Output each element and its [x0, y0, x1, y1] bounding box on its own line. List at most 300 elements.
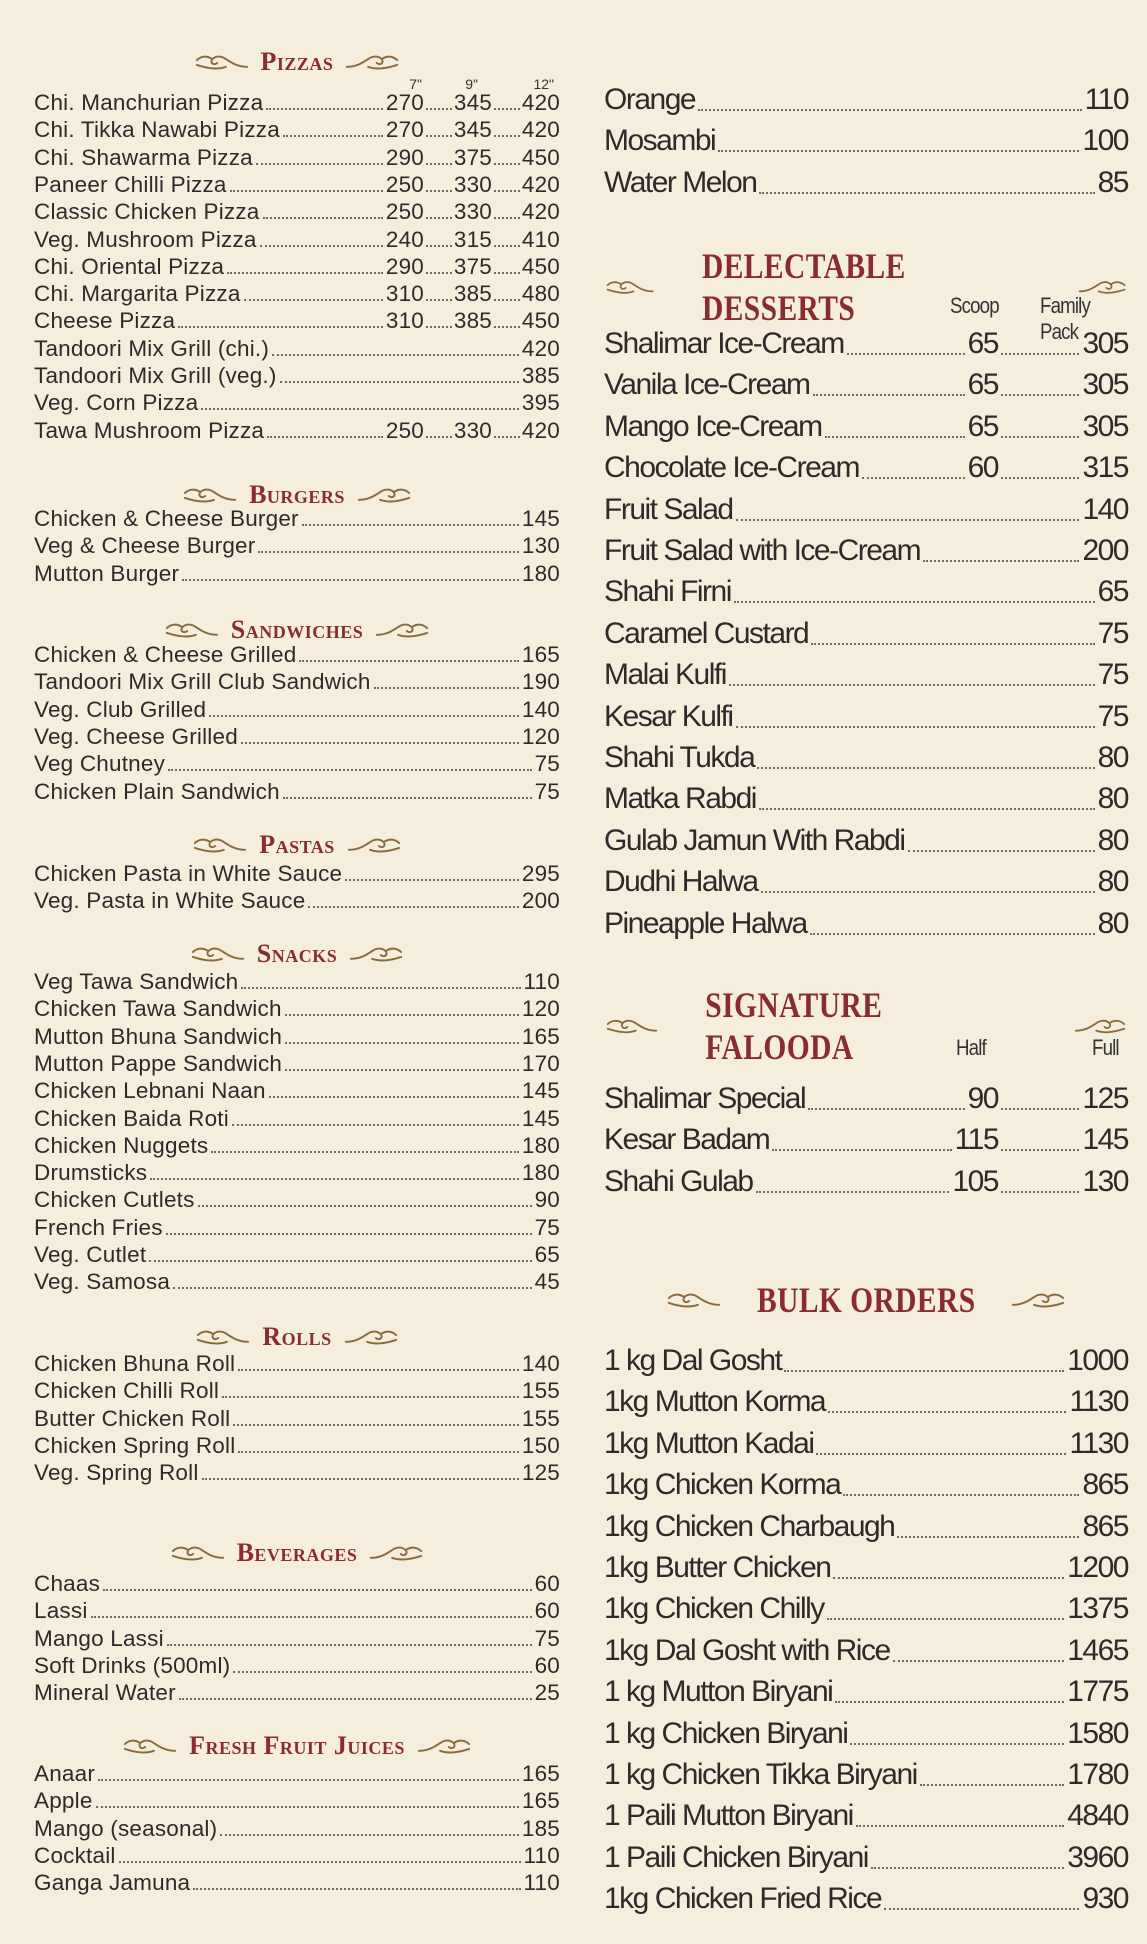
item-name: Veg. Mushroom Pizza: [34, 226, 257, 252]
menu-item: [34, 1570, 560, 1597]
price-7in: 310: [385, 281, 424, 307]
menu-item: [604, 776, 1128, 816]
item-price: 170: [521, 1050, 560, 1076]
item-name: Classic Chicken Pizza: [34, 199, 260, 225]
desserts-col1-label: Scoop: [950, 293, 999, 318]
dot-leader: [308, 906, 518, 908]
item-price: 75: [534, 751, 560, 777]
dot-leader: [828, 1411, 1066, 1413]
beverages-heading: [34, 1538, 560, 1568]
menu-item: [604, 160, 1128, 200]
item-name: Pineapple Halwa: [604, 906, 807, 940]
dot-leader: [897, 1536, 1079, 1538]
item-price: 60: [534, 1652, 560, 1678]
menu-item: [34, 505, 560, 532]
dot-leader: [494, 190, 520, 192]
menu-item: [604, 694, 1128, 734]
dot-leader: [280, 381, 519, 383]
price-col2: 130: [1082, 1164, 1128, 1198]
price-col2: 80: [1097, 906, 1128, 940]
menu-item: [34, 89, 560, 116]
ornament-left-icon: [194, 1326, 252, 1348]
item-name: 1kg Chicken Chilly: [604, 1592, 824, 1626]
item-name: Cheese Pizza: [34, 308, 176, 334]
item-price: 145: [521, 1078, 560, 1104]
dot-leader: [269, 1096, 519, 1098]
dot-leader: [166, 1233, 532, 1235]
menu-item: [604, 118, 1128, 158]
item-name: Chicken & Cheese Grilled: [34, 642, 297, 667]
dot-leader: [426, 190, 452, 192]
price-7in: 250: [385, 171, 424, 197]
menu-item: [604, 818, 1128, 858]
ornament-left-icon: [181, 484, 239, 506]
item-price: 165: [521, 1788, 560, 1814]
item-price: 185: [521, 1815, 560, 1841]
pizza-size-label: 9": [465, 76, 478, 92]
item-name: 1 kg Dal Gosht: [604, 1344, 782, 1377]
menu-item: [34, 668, 560, 695]
menu-item: [604, 1076, 1128, 1116]
dot-leader: [871, 1867, 1064, 1869]
menu-item: [34, 335, 560, 362]
dot-leader: [850, 1743, 1064, 1745]
menu-item: [34, 198, 560, 225]
dot-leader: [810, 933, 1095, 935]
item-name: Butter Chicken Roll: [34, 1405, 231, 1431]
dot-leader: [426, 326, 452, 328]
bulk-heading-title: BULK ORDERS: [756, 1280, 976, 1320]
menu-item: [604, 901, 1128, 941]
falooda-col2-label: Full: [1092, 1035, 1119, 1060]
price-9in: 330: [453, 199, 492, 225]
dot-leader: [283, 135, 383, 137]
price-7in: 270: [385, 117, 424, 143]
price-12in: 480: [521, 281, 560, 307]
dot-leader: [96, 1806, 519, 1808]
menu-item: [604, 487, 1128, 527]
dot-leader: [494, 108, 520, 110]
ornament-right-icon: [415, 1735, 473, 1757]
item-price: 1375: [1067, 1592, 1128, 1626]
price-col2: 315: [1082, 451, 1128, 485]
menu-item: [604, 569, 1128, 609]
menu-item: [34, 307, 560, 334]
price-col1: 65: [967, 327, 998, 360]
dot-leader: [285, 1069, 519, 1071]
dot-leader: [843, 1494, 1079, 1496]
ornament-right-icon: [347, 943, 405, 965]
price-9in: 330: [453, 171, 492, 197]
pizza-size-label: 7": [409, 76, 422, 92]
dot-leader: [494, 163, 520, 165]
menu-item: [604, 528, 1128, 568]
menu-item: [604, 1117, 1128, 1157]
dot-leader: [494, 135, 520, 137]
snacks-heading-title: Snacks: [256, 939, 338, 968]
item-name: Apple: [34, 1788, 93, 1814]
dot-leader: [209, 715, 519, 717]
price-12in: 450: [521, 253, 560, 279]
ornament-left-icon: [169, 1542, 227, 1564]
dot-leader: [494, 217, 520, 219]
price-col2: 65: [1097, 575, 1128, 609]
ornament-right-icon: [1072, 1015, 1128, 1037]
item-name: 1 kg Chicken Biryani: [604, 1716, 848, 1750]
menu-item: [604, 1628, 1128, 1668]
item-name: Veg. Spring Roll: [34, 1460, 199, 1486]
item-price: 90: [534, 1187, 560, 1213]
dot-leader: [736, 726, 1095, 728]
menu-item: [604, 1793, 1128, 1833]
menu-item: [34, 1432, 560, 1459]
item-price: 1465: [1067, 1633, 1128, 1667]
price-col2: 305: [1082, 409, 1128, 443]
dot-leader: [772, 1149, 951, 1151]
item-name: Vanila Ice-Cream: [604, 368, 810, 402]
item-name: Drumsticks: [34, 1160, 148, 1186]
item-name: Mango (seasonal): [34, 1815, 218, 1841]
dot-leader: [193, 1888, 520, 1890]
price-7in: 290: [385, 144, 424, 170]
dot-leader: [345, 879, 519, 881]
item-price: 145: [521, 506, 560, 531]
price-7in: 290: [385, 253, 424, 279]
menu-item: [604, 652, 1128, 692]
juices-heading-title: Fresh Fruit Juices: [189, 1731, 405, 1760]
item-price: 45: [534, 1269, 560, 1295]
falooda-col1-label: Half: [956, 1035, 986, 1060]
dot-leader: [426, 299, 452, 301]
dot-leader: [1001, 1191, 1079, 1193]
menu-item: [34, 362, 560, 389]
dot-leader: [238, 1451, 518, 1453]
item-name: Tandoori Mix Grill (chi.): [34, 335, 270, 361]
menu-item: [34, 417, 560, 444]
item-name: Dudhi Halwa: [604, 865, 758, 899]
menu-item: [34, 1815, 560, 1842]
item-price: 1000: [1067, 1344, 1128, 1377]
item-name: Kesar Badam: [604, 1123, 770, 1157]
item-name: Chi. Manchurian Pizza: [34, 90, 264, 115]
dot-leader: [426, 163, 452, 165]
dot-leader: [833, 1577, 1064, 1579]
menu-item: [604, 1504, 1128, 1544]
dot-leader: [1001, 394, 1079, 396]
dot-leader: [374, 687, 519, 689]
dot-leader: [211, 1151, 519, 1153]
price-12in: 420: [521, 117, 560, 143]
item-price: 75: [534, 778, 560, 804]
menu-item: [34, 1760, 560, 1787]
item-name: Kesar Kulfi: [604, 699, 733, 733]
dot-leader: [119, 1861, 521, 1863]
item-name: Veg. Corn Pizza: [34, 390, 199, 416]
item-name: Veg. Cheese Grilled: [34, 723, 238, 749]
rolls-heading-title: Rolls: [262, 1322, 332, 1351]
price-col2: 145: [1082, 1123, 1128, 1157]
item-name: Fruit Salad with Ice-Cream: [604, 534, 921, 567]
price-col1: 65: [967, 409, 998, 443]
item-price: 865: [1082, 1468, 1128, 1502]
price-12in: 450: [521, 308, 560, 334]
item-name: Fruit Salad: [604, 492, 733, 526]
dot-leader: [302, 524, 519, 526]
ornament-left-icon: [163, 619, 221, 641]
dot-leader: [244, 299, 383, 301]
item-name: Chicken Pasta in White Sauce: [34, 861, 343, 886]
dot-leader: [1001, 477, 1079, 479]
price-12in: 395: [521, 390, 560, 416]
dot-leader: [808, 1108, 965, 1110]
dot-leader: [178, 326, 383, 328]
ornament-right-icon: [345, 834, 403, 856]
ornament-right-icon: [355, 484, 413, 506]
item-price: 130: [521, 533, 560, 559]
menu-item: [34, 750, 560, 777]
dot-leader: [494, 436, 520, 438]
dot-leader: [263, 217, 383, 219]
dot-leader: [856, 1825, 1064, 1827]
item-price: 4840: [1067, 1799, 1128, 1833]
price-col2: 80: [1097, 823, 1128, 857]
dot-leader: [835, 1701, 1064, 1703]
dot-leader: [729, 684, 1095, 686]
dot-leader: [494, 272, 520, 274]
item-price: 200: [521, 888, 560, 914]
price-9in: 345: [453, 117, 492, 143]
item-name: Matka Rabdi: [604, 782, 756, 816]
menu-item: [604, 1421, 1128, 1461]
menu-item: [604, 1835, 1128, 1875]
item-price: 155: [521, 1378, 560, 1404]
menu-item: [604, 362, 1128, 402]
ornament-left-icon: [191, 834, 249, 856]
menu-item: [34, 1842, 560, 1869]
dot-leader: [283, 797, 532, 799]
item-name: 1kg Chicken Charbaugh: [604, 1509, 895, 1543]
item-name: 1 kg Chicken Tikka Biryani: [604, 1758, 917, 1791]
item-name: Shalimar Ice-Cream: [604, 327, 844, 360]
ornament-left-icon: [121, 1735, 179, 1757]
price-12in: 450: [521, 144, 560, 170]
item-price: 100: [1082, 124, 1128, 158]
menu-item: [34, 1405, 560, 1432]
menu-item: [604, 77, 1128, 117]
item-name: Chi. Shawarma Pizza: [34, 144, 253, 170]
price-7in: 270: [385, 90, 424, 115]
item-price: 295: [521, 861, 560, 886]
item-price: 180: [521, 560, 560, 586]
item-price: 60: [534, 1571, 560, 1596]
menu-item: [34, 641, 560, 668]
dot-leader: [198, 1205, 532, 1207]
price-9in: 345: [453, 90, 492, 115]
item-name: 1kg Dal Gosht with Rice: [604, 1633, 890, 1667]
menu-item: [34, 1214, 560, 1241]
dot-leader: [149, 1260, 531, 1262]
menu-item: [34, 116, 560, 143]
item-name: Mutton Pappe Sandwich: [34, 1050, 283, 1076]
menu-item: [604, 1159, 1128, 1199]
dot-leader: [1001, 353, 1079, 355]
item-name: Mango Lassi: [34, 1625, 164, 1651]
dot-leader: [494, 326, 520, 328]
menu-item: [34, 1023, 560, 1050]
item-name: Mutton Burger: [34, 560, 180, 586]
item-name: Veg. Samosa: [34, 1269, 171, 1295]
pizzas-heading-title: Pizzas: [260, 47, 334, 76]
dot-leader: [811, 643, 1094, 645]
dot-leader: [494, 245, 520, 247]
beverages-heading-title: Beverages: [236, 1538, 358, 1567]
menu-item: [604, 611, 1128, 651]
item-name: 1kg Mutton Kadai: [604, 1426, 814, 1460]
item-name: Chicken Chilli Roll: [34, 1378, 220, 1404]
ornament-left-icon: [665, 1289, 723, 1311]
dot-leader: [173, 1287, 532, 1289]
price-9in: 385: [453, 308, 492, 334]
price-col1: 115: [954, 1123, 998, 1157]
item-name: Ganga Jamuna: [34, 1870, 191, 1896]
desserts-col2-label: Family Pack: [1040, 293, 1090, 344]
dot-leader: [98, 1779, 519, 1781]
ornament-right-icon: [373, 619, 431, 641]
dot-leader: [426, 217, 452, 219]
menu-item: [604, 735, 1128, 775]
dot-leader: [759, 808, 1095, 810]
dot-leader: [756, 1191, 950, 1193]
dot-leader: [494, 299, 520, 301]
price-col2: 75: [1097, 616, 1128, 650]
ornament-right-icon: [1009, 1289, 1067, 1311]
price-9in: 315: [453, 226, 492, 252]
menu-item: [34, 171, 560, 198]
dot-leader: [426, 272, 452, 274]
item-price: 1775: [1067, 1675, 1128, 1709]
menu-item: [604, 1586, 1128, 1626]
dot-leader: [241, 987, 520, 989]
item-name: 1kg Mutton Korma: [604, 1385, 826, 1419]
item-price: 180: [521, 1160, 560, 1186]
item-price: 865: [1082, 1509, 1128, 1543]
dot-leader: [222, 1396, 519, 1398]
menu-item: [34, 1077, 560, 1104]
dot-leader: [202, 1478, 519, 1480]
menu-item: [34, 532, 560, 559]
menu-item: [604, 404, 1128, 444]
item-name: Chicken Plain Sandwich: [34, 778, 280, 804]
item-name: Chicken Baida Roti: [34, 1105, 229, 1131]
menu-item: [34, 226, 560, 253]
menu-item: [604, 1379, 1128, 1419]
ornament-left-icon: [604, 276, 656, 298]
item-price: 140: [521, 1351, 560, 1376]
item-name: Shalimar Special: [604, 1082, 806, 1115]
item-name: Chicken Nuggets: [34, 1132, 209, 1158]
price-12in: 410: [521, 226, 560, 252]
dot-leader: [847, 353, 965, 355]
price-col2: 75: [1097, 699, 1128, 733]
item-price: 120: [521, 723, 560, 749]
item-name: Gulab Jamun With Rabdi: [604, 823, 905, 857]
desserts-heading-title: DELECTABLE DESSERTS: [702, 246, 906, 328]
dot-leader: [285, 1042, 519, 1044]
pastas-heading-title: Pastas: [259, 830, 335, 859]
pastas-heading: [34, 830, 560, 860]
item-price: 1780: [1067, 1758, 1128, 1791]
item-name: Water Melon: [604, 165, 757, 199]
dot-leader: [426, 245, 452, 247]
dot-leader: [908, 850, 1095, 852]
item-price: 125: [521, 1460, 560, 1486]
dot-leader: [1001, 436, 1079, 438]
dot-leader: [816, 1453, 1066, 1455]
menu-item: [34, 1625, 560, 1652]
menu-item: [34, 1459, 560, 1486]
menu-item: [604, 1545, 1128, 1585]
dot-leader: [232, 1124, 519, 1126]
menu-item: [604, 1669, 1128, 1709]
dot-leader: [167, 1644, 532, 1646]
price-col2: 305: [1082, 327, 1128, 360]
price-col2: 140: [1082, 492, 1128, 526]
item-name: Chicken Lebnani Naan: [34, 1078, 266, 1104]
snacks-heading: [34, 939, 560, 969]
item-price: 1130: [1069, 1426, 1128, 1460]
dot-leader: [272, 354, 519, 356]
item-name: 1kg Butter Chicken: [604, 1551, 831, 1584]
menu-item: [34, 1787, 560, 1814]
menu-item: [34, 1869, 560, 1896]
dot-leader: [825, 436, 965, 438]
menu-item: [34, 1350, 560, 1377]
item-price: 1200: [1067, 1551, 1128, 1584]
sandwiches-heading-title: Sandwiches: [230, 615, 364, 644]
dot-leader: [182, 579, 519, 581]
menu-item: [34, 1050, 560, 1077]
dot-leader: [227, 272, 383, 274]
dot-leader: [759, 192, 1094, 194]
item-name: Mutton Bhuna Sandwich: [34, 1023, 283, 1049]
item-name: Cocktail: [34, 1842, 116, 1868]
item-price: 165: [521, 1023, 560, 1049]
item-name: Anaar: [34, 1761, 96, 1786]
item-price: 110: [523, 1870, 560, 1896]
item-name: Veg. Cutlet: [34, 1242, 147, 1267]
dot-leader: [757, 767, 1094, 769]
menu-item: [34, 1377, 560, 1404]
item-name: Paneer Chilli Pizza: [34, 171, 227, 197]
menu-item: [34, 860, 560, 887]
ornament-right-icon: [343, 51, 401, 73]
item-name: Malai Kulfi: [604, 658, 726, 692]
item-name: 1kg Chicken Fried Rice: [604, 1882, 882, 1916]
price-col2: 305: [1082, 368, 1128, 402]
menu-item: [604, 1711, 1128, 1751]
ornament-left-icon: [189, 943, 247, 965]
item-price: 1130: [1069, 1385, 1128, 1419]
item-name: Shahi Tukda: [604, 741, 755, 774]
item-price: 110: [523, 969, 560, 994]
item-price: 190: [521, 669, 560, 695]
item-price: 65: [534, 1242, 560, 1267]
item-name: Mineral Water: [34, 1680, 176, 1706]
price-col2: 80: [1097, 865, 1128, 899]
menu-item: [604, 1752, 1128, 1792]
item-name: Mosambi: [604, 124, 716, 158]
price-7in: 250: [385, 199, 424, 225]
